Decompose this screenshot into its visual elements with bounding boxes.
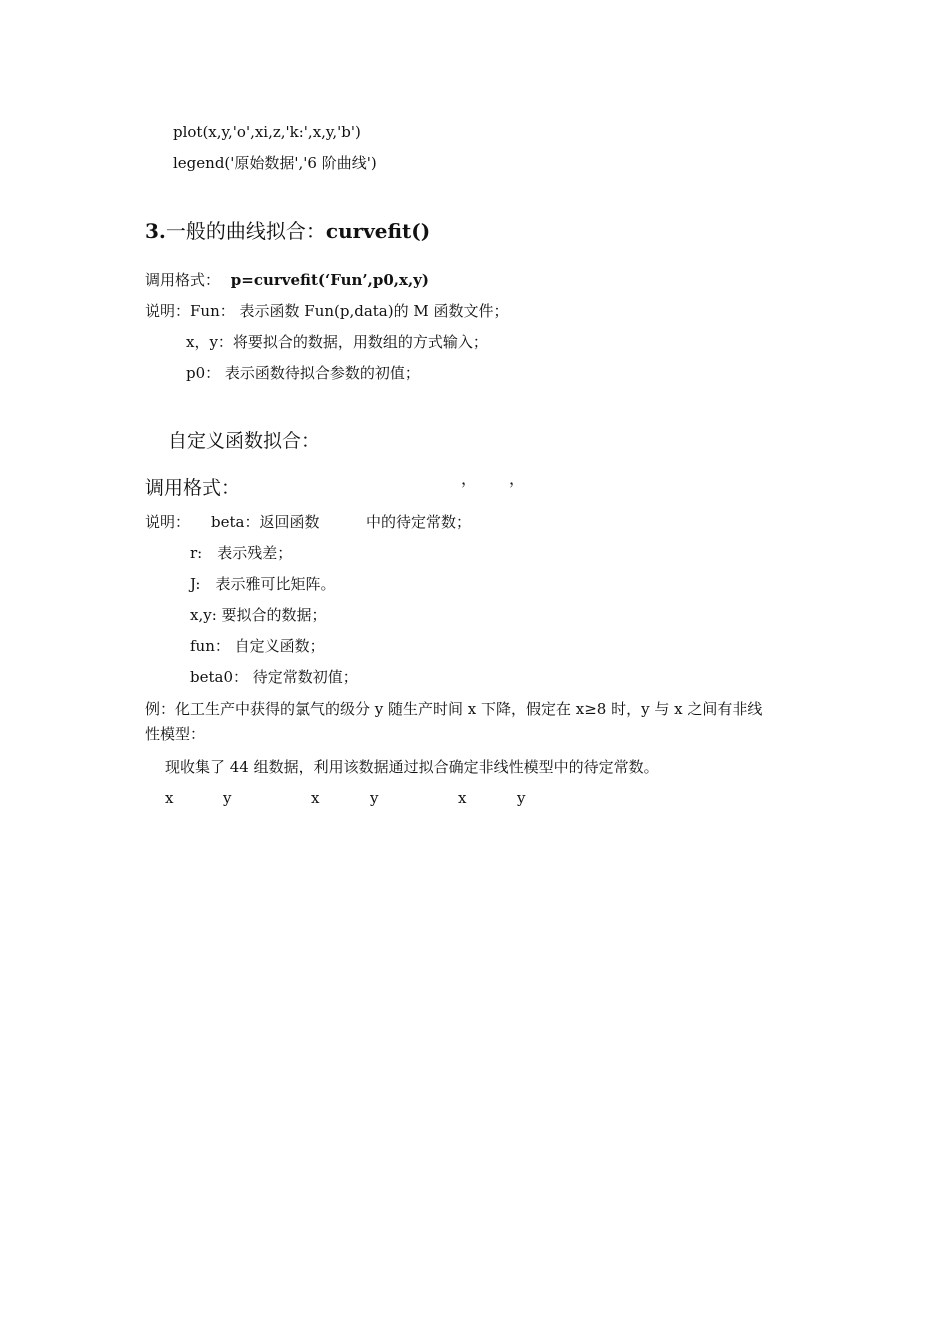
custom-desc-beta-a: beta：返回函数: [211, 513, 320, 531]
section-title: 一般的曲线拟合：: [165, 219, 326, 243]
table-header-x: x: [311, 789, 320, 807]
custom-desc-xy: x,y: 要拟合的数据；: [190, 606, 327, 624]
table-header-y: y: [517, 789, 526, 807]
curvefit-desc-fun-text: Fun： 表示函数 Fun(p,data)的 M 函数文件；: [190, 302, 509, 320]
custom-call-comma-1: ，: [461, 469, 478, 488]
code-line-plot: plot(x,y,'o',xi,z,'k:',x,y,'b'): [173, 123, 361, 141]
custom-call-label: 调用格式：: [145, 477, 241, 499]
curvefit-desc-fun: [145, 301, 509, 321]
curvefit-desc-xy: x，y：将要拟合的数据，用数组的方式输入；: [186, 333, 488, 351]
table-header-x: x: [165, 789, 174, 807]
custom-fit-heading: 自定义函数拟合：: [168, 430, 321, 452]
curvefit-call-line: [145, 270, 429, 290]
table-header-x: x: [458, 789, 467, 807]
example-line-1: 例：化工生产中获得的氯气的级分 y 随生产时间 x 下降，假定在 x≥8 时，y 与 x 之间有非线: [145, 700, 763, 718]
table-header-y: y: [223, 789, 232, 807]
custom-call-comma-2: ，: [509, 469, 526, 488]
table-header-y: y: [370, 789, 379, 807]
example-line-2: 性模型：: [145, 725, 206, 743]
example-line-3: 现收集了 44 组数据，利用该数据通过拟合确定非线性模型中的待定常数。: [165, 758, 659, 776]
section-number: 3.: [145, 219, 166, 243]
curvefit-call-label: 调用格式：: [145, 271, 221, 289]
custom-desc-beta-b: 中的待定常数；: [366, 513, 472, 531]
curvefit-desc-p0: p0： 表示函数待拟合参数的初值；: [186, 364, 420, 382]
curvefit-call-code: p=curvefit(‘Fun’,p0,x,y): [230, 271, 429, 289]
curvefit-desc-label: 说明：: [145, 302, 191, 320]
section-func: curvefit(): [325, 219, 431, 243]
custom-desc-r: r: 表示残差；: [190, 544, 293, 562]
custom-desc-fun: fun： 自定义函数；: [190, 637, 325, 655]
custom-desc-label: 说明：: [145, 513, 191, 531]
custom-desc-beta0: beta0： 待定常数初值；: [190, 668, 358, 686]
section-heading: [145, 218, 430, 244]
code-line-legend: legend('原始数据','6 阶曲线'): [173, 154, 377, 172]
custom-desc-j: J: 表示雅可比矩阵。: [190, 575, 336, 593]
